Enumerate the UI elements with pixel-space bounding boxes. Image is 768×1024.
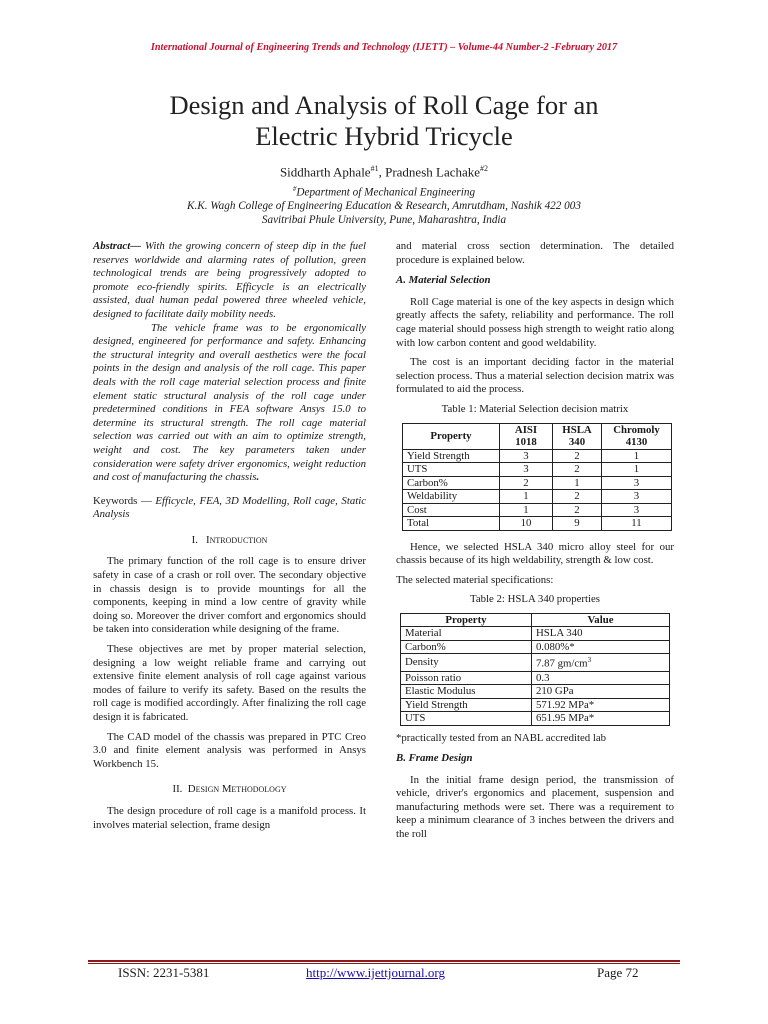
table-cell: Density <box>401 654 532 671</box>
abstract-label: Abstract— <box>93 240 141 252</box>
table-row <box>401 685 670 699</box>
affiliation-college: K.K. Wagh College of Engineering Education & Research, Amrutdham, Nashik 422 003 <box>187 200 581 213</box>
authors <box>0 164 768 180</box>
table-cell: 2 <box>553 503 602 517</box>
table-row <box>401 671 670 685</box>
table-cell: 0.080%* <box>532 640 670 654</box>
intro-title: Introduction <box>206 533 268 546</box>
table-row <box>403 517 672 531</box>
table-cell: Cost <box>403 503 500 517</box>
table-row <box>403 503 672 517</box>
table1-header: AISI 1018 <box>500 423 553 449</box>
section-design-heading <box>93 783 366 797</box>
section-introduction-heading <box>93 534 366 548</box>
table-cell: 9 <box>553 517 602 531</box>
table-row <box>401 712 670 726</box>
table-cell: HSLA 340 <box>532 627 670 641</box>
keywords <box>93 495 366 522</box>
table1 <box>402 423 672 531</box>
paper-title <box>60 90 708 152</box>
table-cell <box>532 654 670 671</box>
table-cell: Weldability <box>403 490 500 504</box>
title-line-1: Design and Analysis of Roll Cage for an <box>169 90 599 120</box>
table-cell: 3 <box>602 503 672 517</box>
table-cell: Yield Strength <box>401 698 532 712</box>
right-paragraph-0: and material cross section determination. The detailed procedure is explained below. <box>396 240 674 266</box>
table-cell: UTS <box>403 463 500 477</box>
frame-paragraph-1: In the initial frame design period, the transmission of vehicle, driver's ergonomics and placement, suspension and manufacturing methods were set. There was a requirement to keep a minimum clearance of 3 inches between the drivers and the roll <box>396 773 674 841</box>
table-cell: Elastic Modulus <box>401 685 532 699</box>
table2-header-row <box>401 613 670 627</box>
table-cell: 11 <box>602 517 672 531</box>
keywords-text: Efficycle, FEA, 3D Modelling, Roll cage, Static Analysis <box>93 494 367 521</box>
after-table1-paragraph: Hence, we selected HSLA 340 micro alloy steel for our chassis because of its high weldability, strength & low cost. <box>396 540 674 567</box>
footer-issn: ISSN: 2231-5381 <box>118 965 210 980</box>
table2-header: Value <box>532 613 670 627</box>
table-row <box>401 654 670 671</box>
table1-caption: Table 1: Material Selection decision matrix <box>441 402 629 415</box>
footer-journal-link[interactable]: http://www.ijettjournal.org <box>306 965 446 980</box>
table-cell: 1 <box>553 476 602 490</box>
affiliation-dept: Department of Mechanical Engineering <box>296 186 476 199</box>
design-paragraph-1: The design procedure of roll cage is a manifold process. It involves material selection, frame design <box>93 804 366 831</box>
table-row <box>401 698 670 712</box>
author-2-sup: #2 <box>480 164 489 173</box>
table2-caption: Table 2: HSLA 340 properties <box>470 593 600 606</box>
journal-header: International Journal of Engineering Trends and Technology (IJETT) – Volume-44 Number-2 -February 2017 <box>150 42 618 53</box>
table-cell: Carbon% <box>401 640 532 654</box>
table1-header: Property <box>403 423 500 449</box>
table-cell: 10 <box>500 517 553 531</box>
table1-header-row <box>403 423 672 449</box>
table-row <box>401 627 670 641</box>
table-cell: 2 <box>500 476 553 490</box>
abstract-text-1: With the growing concern of steep dip in the fuel reserves worldwide and alarming rates of pollution, green technological trends are being progressively adopted to promote eco-friendly spirits. Efficycle is an electrically assisted, dual human pedal powered three wheeled vehicle, designed to facilitate daily mobility needs. <box>93 240 366 320</box>
affiliation-university: Savitribai Phule University, Pune, Maharashtra, India <box>261 213 507 226</box>
footer-rule <box>88 960 680 962</box>
intro-paragraph-3: The CAD model of the chassis was prepared in PTC Creo 3.0 and finite element analysis was performed in Ansys Workbench 15. <box>93 730 366 770</box>
intro-paragraph-1: The primary function of the roll cage is to ensure driver safety in case of a crash or roll over. The secondary objective in chassis design is to provide mountings for all the components, keeping in mind a low centre of gravity while doing so. Moreover the driver comfort and ergonomics should be taken into consideration while designing of the frame. <box>93 555 366 636</box>
density-exponent: 3 <box>587 656 592 665</box>
left-column <box>93 240 366 838</box>
table-cell: Total <box>403 517 500 531</box>
table-cell: 1 <box>602 463 672 477</box>
table-cell: 1 <box>500 503 553 517</box>
table-cell: Poisson ratio <box>401 671 532 685</box>
footer-page-number: Page 72 <box>597 965 639 980</box>
table1-header: HSLA 340 <box>553 423 602 449</box>
table-cell: 3 <box>602 490 672 504</box>
design-title: Design Methodology <box>187 783 287 796</box>
footer-rule-thin <box>88 963 680 964</box>
intro-paragraph-2: These objectives are met by proper material selection, designing a low weight reliable frame and carrying out extensive finite element analysis of roll cage against various modes of failure to verify its safety. Based on the results the roll cage is modified accordingly. After finalizing the roll cage design it is fabricated. <box>93 643 366 723</box>
keywords-label: Keywords — <box>93 494 156 507</box>
abstract-end: . <box>256 471 260 484</box>
author-separator: , <box>378 164 386 180</box>
design-num: II. <box>172 783 183 796</box>
table1-header: Chromoly 4130 <box>602 423 672 449</box>
right-column <box>396 240 674 848</box>
table-cell: 1 <box>500 490 553 504</box>
abstract-text-2: The vehicle frame was to be ergonomically designed, engineered for performance and safety. Enhancing the structural integrity and overall aesthetics were the focal points in the design and analysis of the roll cage. This paper deals with the roll cage material selection process and finite element static structural analysis of the roll cage under predetermined conditions in FEA software Ansys 15.0 to determine its structural strength. The roll cage material selection was carried out with an aim to optimize strength, weight and cost. The key parameters taken under consideration were safety driver ergonomics, weight reduction and cost of manufacturing the chassis <box>93 321 366 484</box>
table2 <box>400 613 670 726</box>
material-paragraph-1: Roll Cage material is one of the key aspects in design which greatly affects the safety, reliability and performance. The roll cage material should possess high strength to weight ratio along with low carbon content and good weldability. <box>396 295 674 349</box>
author-2: Pradnesh Lachake <box>385 164 481 180</box>
table2-footnote: *practically tested from an NABL accredited lab <box>396 731 607 744</box>
subsection-a-heading: A. Material Selection <box>396 274 491 287</box>
table-cell: 571.92 MPa* <box>532 698 670 712</box>
table-cell: 0.3 <box>532 671 670 685</box>
table-cell: Material <box>401 627 532 641</box>
table-cell: 1 <box>602 449 672 463</box>
table-cell: Yield Strength <box>403 449 500 463</box>
subsection-b-heading: B. Frame Design <box>396 752 473 765</box>
intro-num: I. <box>191 533 198 546</box>
table-cell: 2 <box>553 463 602 477</box>
table-row <box>403 463 672 477</box>
table-row <box>403 476 672 490</box>
table-cell: 3 <box>602 476 672 490</box>
table-cell: 210 GPa <box>532 685 670 699</box>
table-cell: 2 <box>553 490 602 504</box>
density-value: 7.87 gm/cm <box>536 658 588 670</box>
table2-header: Property <box>401 613 532 627</box>
table-cell: 651.95 MPa* <box>532 712 670 726</box>
material-paragraph-2: The cost is an important deciding factor in the material selection process. Thus a material selection decision matrix was formulated to aid the process. <box>396 356 674 396</box>
table-cell: 2 <box>553 449 602 463</box>
table-row <box>403 449 672 463</box>
selected-spec-paragraph: The selected material specifications: <box>396 573 554 586</box>
table-cell: 3 <box>500 463 553 477</box>
table-cell: 3 <box>500 449 553 463</box>
table-row <box>401 640 670 654</box>
affiliation-sup: # <box>292 185 297 193</box>
author-1-sup: #1 <box>370 164 379 173</box>
author-1: Siddharth Aphale <box>279 164 371 180</box>
abstract-p1 <box>93 240 366 485</box>
table-cell: UTS <box>401 712 532 726</box>
table-cell: Carbon% <box>403 476 500 490</box>
title-line-2: Electric Hybrid Tricycle <box>255 121 513 151</box>
affiliation <box>0 183 768 227</box>
table-row <box>403 490 672 504</box>
